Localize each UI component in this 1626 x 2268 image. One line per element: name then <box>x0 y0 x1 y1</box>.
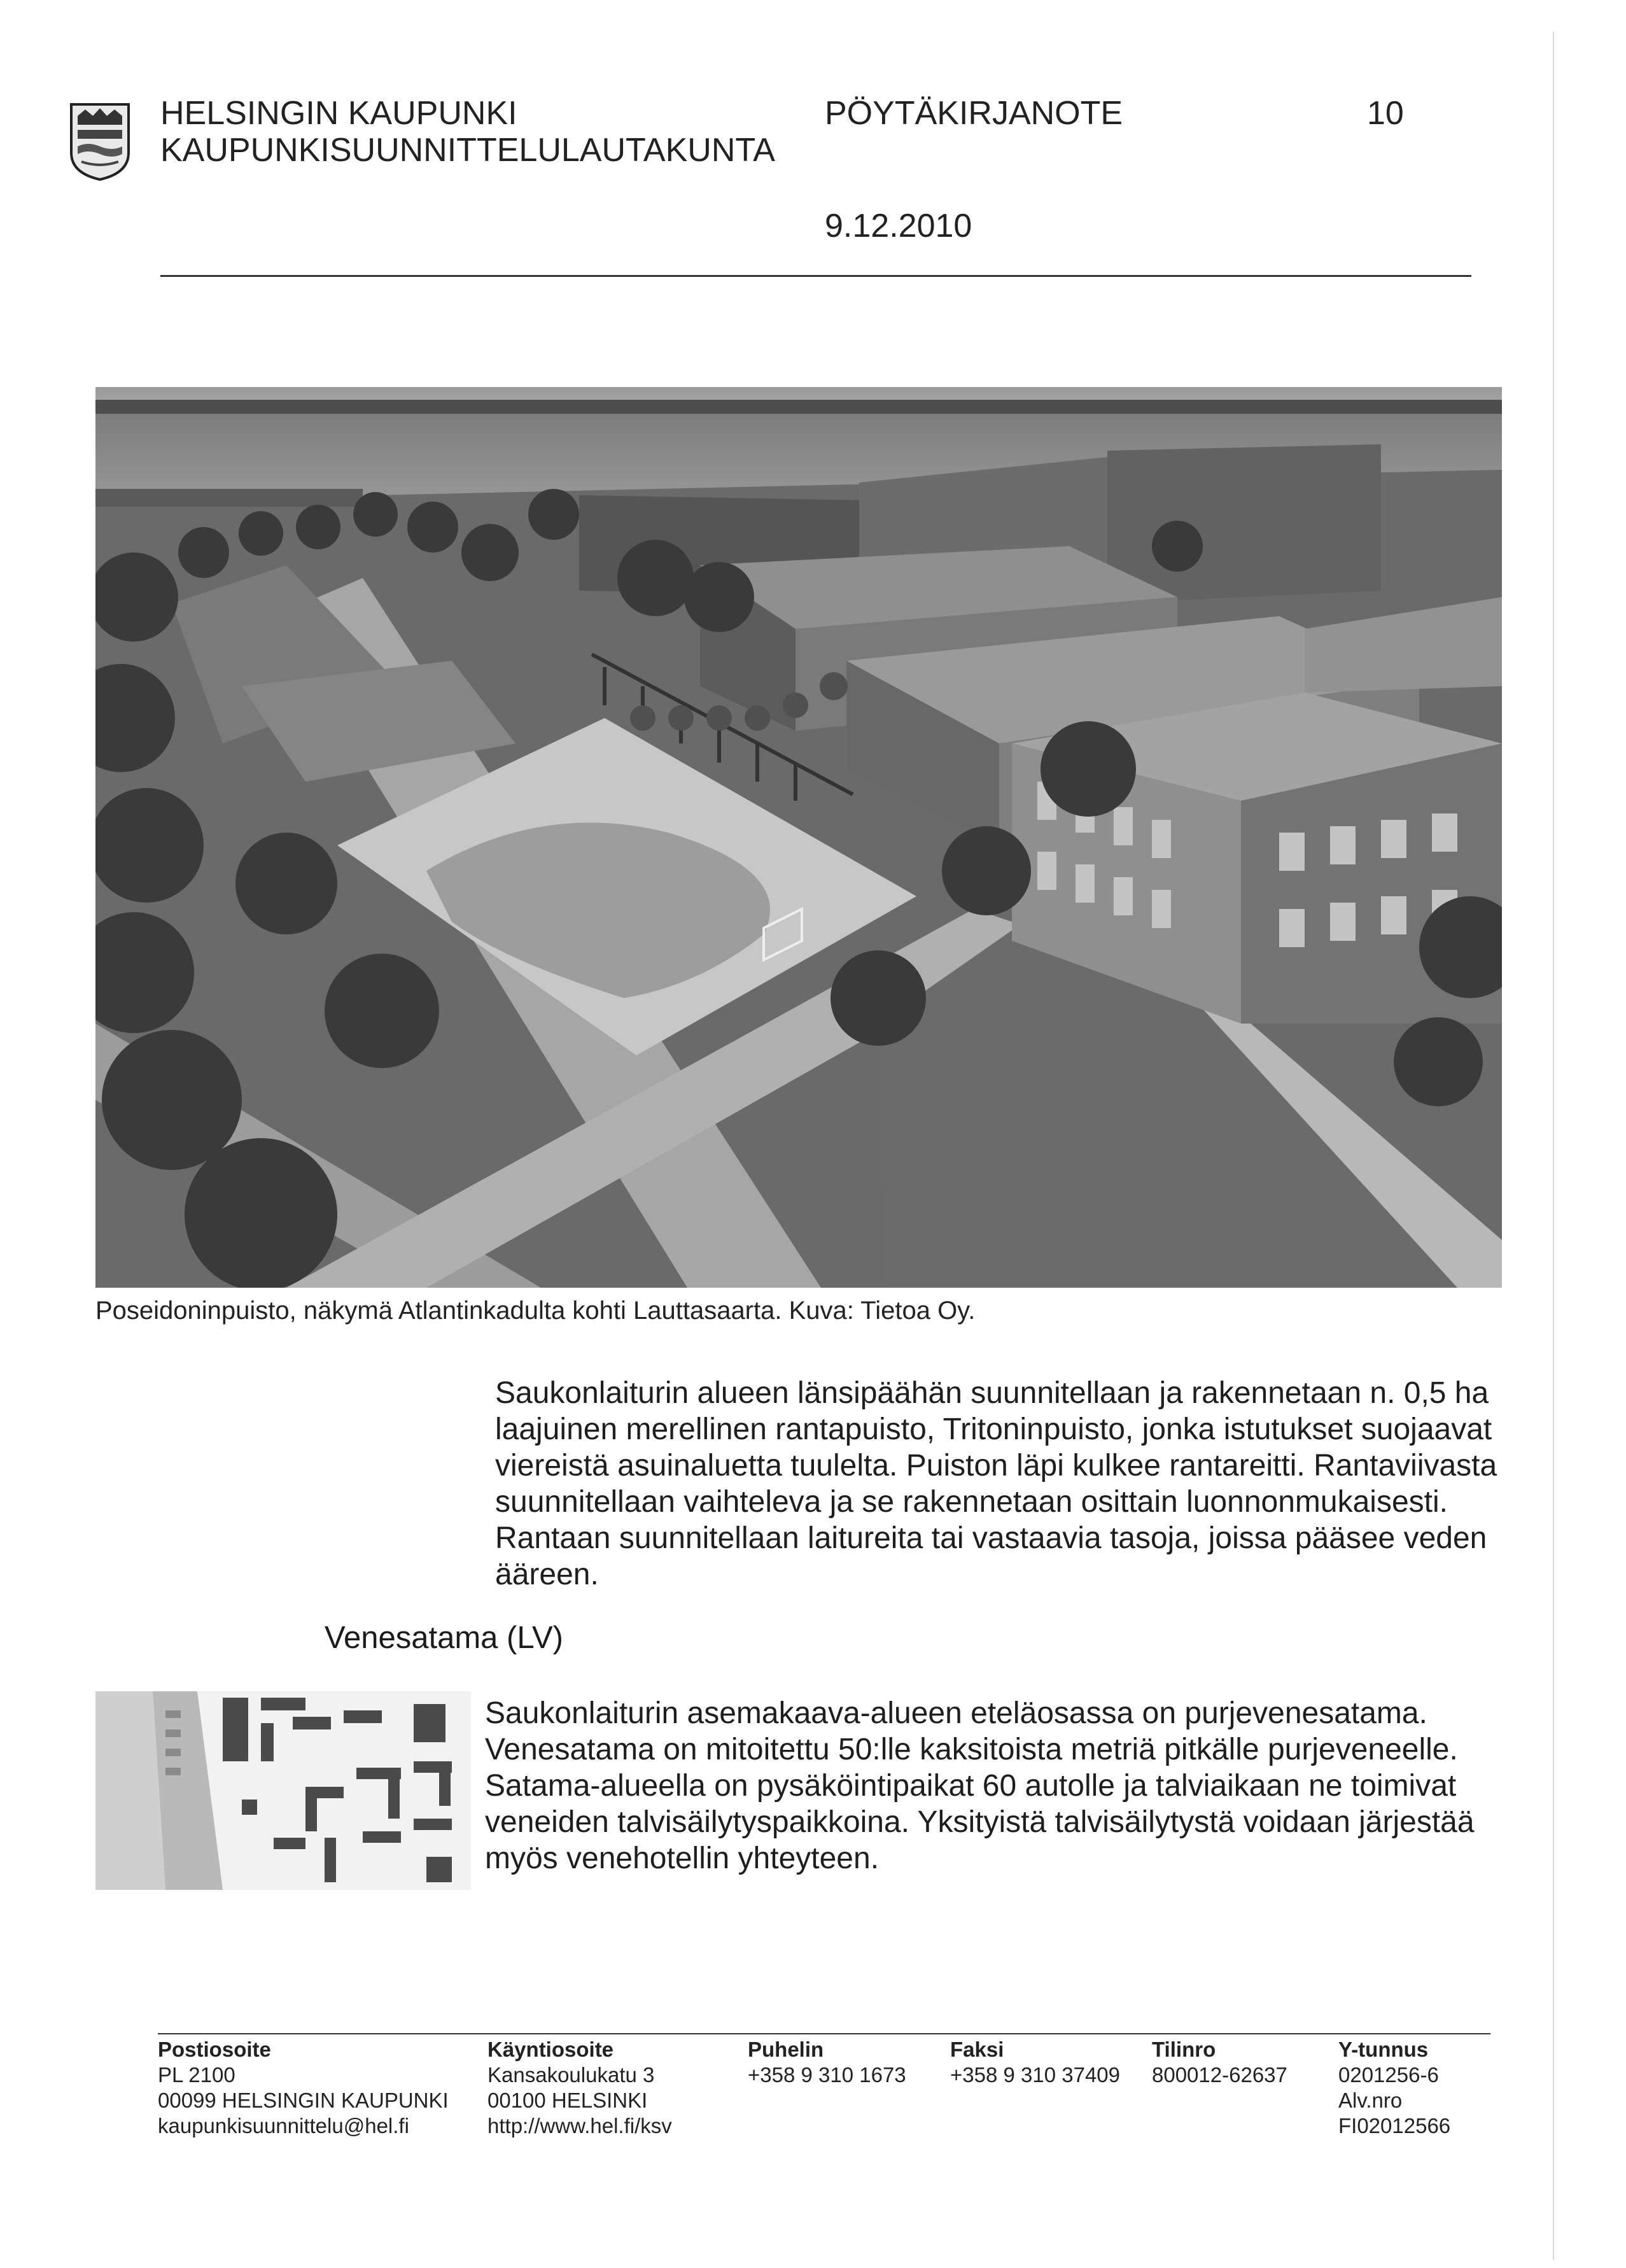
footer-line: FI02012566 <box>1338 2114 1451 2138</box>
committee-name: KAUPUNKISUUNNITTELULAUTAKUNTA <box>160 132 775 169</box>
footer-label: Käyntiosoite <box>487 2038 614 2061</box>
body-paragraph-venesatama: Saukonlaiturin asemakaava-alueen eteläosassa on purjevenesatama. Venesatama on mitoitettu 50:lle kaksitoista metriä pitkälle purjeveneelle. Satama-alueella on pysäköintipaikat 60 autolle ja talviaikaan ne toimivat veneiden talvisäilytyspaikkoina. Yksityistä talvisäilytystä voidaan järjestää myös venehotellin yhteyteen. <box>485 1696 1475 1875</box>
footer-line: +358 9 310 1673 <box>748 2063 906 2087</box>
aerial-render-image <box>95 387 1502 1288</box>
footer-label: Postiosoite <box>158 2038 271 2061</box>
footer-website: http://www.hel.fi/ksv <box>487 2114 672 2138</box>
figure-caption: Poseidoninpuisto, näkymä Atlantinkadulta kohti Lauttasaarta. Kuva: Tietoa Oy. <box>95 1297 976 1325</box>
footer-line: Kansakoulukatu 3 <box>487 2063 655 2087</box>
footer-fax <box>950 2037 1120 2088</box>
footer-business-id <box>1338 2037 1450 2139</box>
header-divider <box>160 275 1471 277</box>
section-heading-venesatama: Venesatama (LV) <box>325 1621 563 1655</box>
organization-name: HELSINGIN KAUPUNKI <box>160 95 517 132</box>
scan-edge-line <box>1553 32 1554 2260</box>
footer-divider <box>158 2033 1490 2034</box>
footer-label: Tilinro <box>1152 2038 1216 2061</box>
document-type: PÖYTÄKIRJANOTE <box>825 95 1123 132</box>
footer-line: PL 2100 <box>158 2063 235 2087</box>
footer-email: kaupunkisuunnittelu@hel.fi <box>158 2114 409 2138</box>
footer-line: +358 9 310 37409 <box>950 2063 1121 2087</box>
footer-line: 0201256-6 <box>1338 2063 1439 2087</box>
footer-visiting-address <box>487 2037 672 2139</box>
helsinki-coat-of-arms-icon <box>69 102 131 181</box>
footer-label: Puhelin <box>748 2038 824 2061</box>
footer-label: Faksi <box>950 2038 1004 2061</box>
footer-line: 800012-62637 <box>1152 2063 1287 2087</box>
footer-line: 00100 HELSINKI <box>487 2088 648 2112</box>
document-date: 9.12.2010 <box>825 208 972 244</box>
footer-postal-address <box>158 2037 449 2139</box>
site-plan-map-image <box>95 1691 471 1890</box>
footer-label: Y-tunnus <box>1338 2038 1429 2061</box>
footer-phone <box>748 2037 906 2088</box>
footer-account-number <box>1152 2037 1287 2088</box>
page-number: 10 <box>1367 95 1404 132</box>
footer-line: 00099 HELSINGIN KAUPUNKI <box>158 2088 449 2112</box>
body-paragraph-tritoninpuisto: Saukonlaiturin alueen länsipäähän suunnitellaan ja rakennetaan n. 0,5 ha laajuinen merellinen rantapuisto, Tritoninpuisto, jonka istutukset suojaavat viereistä asuinaluetta tuulelta. Puiston läpi kulkee rantareitti. Rantaviivasta suunnitellaan vaihteleva ja se rakennetaan osittain luonnonmukaisesti. Rantaan suunnitellaan laitureita tai vastaavia tasoja, joissa pääsee veden ääreen. <box>495 1376 1497 1591</box>
footer-line: Alv.nro <box>1338 2088 1403 2112</box>
